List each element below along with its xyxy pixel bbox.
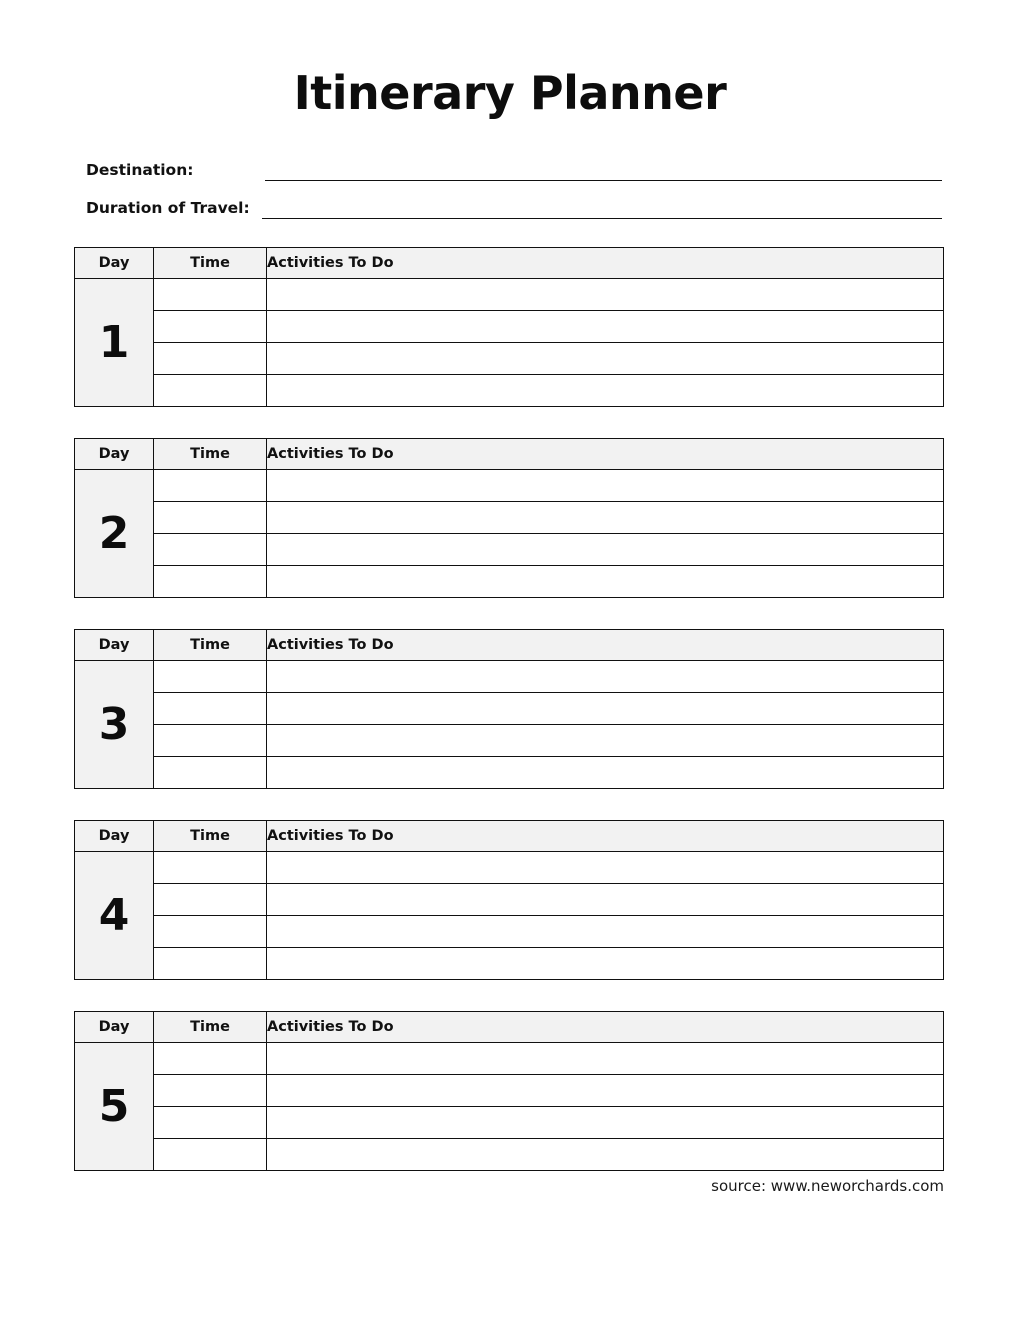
page-title: Itinerary Planner bbox=[293, 66, 727, 120]
day-table-5 bbox=[74, 1011, 944, 1171]
header-day: Day bbox=[75, 821, 154, 852]
table-row bbox=[75, 1075, 944, 1107]
time-cell[interactable] bbox=[154, 757, 267, 789]
header-activities: Activities To Do bbox=[267, 630, 944, 661]
header-activities: Activities To Do bbox=[267, 821, 944, 852]
destination-label: Destination: bbox=[86, 161, 194, 179]
header-day: Day bbox=[75, 248, 154, 279]
day-table-1 bbox=[74, 247, 944, 407]
table-row bbox=[75, 1043, 944, 1075]
day-table-3 bbox=[74, 629, 944, 789]
day-table-2 bbox=[74, 438, 944, 598]
table-row bbox=[75, 693, 944, 725]
table-row bbox=[75, 948, 944, 980]
day-number: 1 bbox=[75, 279, 154, 407]
header-day: Day bbox=[75, 630, 154, 661]
time-cell[interactable] bbox=[154, 1139, 267, 1171]
activity-cell[interactable] bbox=[267, 311, 944, 343]
table-header-row bbox=[75, 1012, 944, 1043]
activity-cell[interactable] bbox=[267, 693, 944, 725]
time-cell[interactable] bbox=[154, 1107, 267, 1139]
header-time: Time bbox=[154, 1012, 267, 1043]
activity-cell[interactable] bbox=[267, 375, 944, 407]
time-cell[interactable] bbox=[154, 725, 267, 757]
table-row bbox=[75, 916, 944, 948]
day-number: 5 bbox=[75, 1043, 154, 1171]
table-row bbox=[75, 279, 944, 311]
time-cell[interactable] bbox=[154, 661, 267, 693]
time-cell[interactable] bbox=[154, 279, 267, 311]
time-cell[interactable] bbox=[154, 884, 267, 916]
duration-field-row bbox=[86, 196, 942, 219]
header-day: Day bbox=[75, 439, 154, 470]
duration-label: Duration of Travel: bbox=[86, 199, 250, 217]
table-header-row bbox=[75, 821, 944, 852]
header-fields bbox=[0, 158, 1020, 219]
activity-cell[interactable] bbox=[267, 343, 944, 375]
time-cell[interactable] bbox=[154, 948, 267, 980]
activity-cell[interactable] bbox=[267, 884, 944, 916]
table-row bbox=[75, 470, 944, 502]
activity-cell[interactable] bbox=[267, 534, 944, 566]
table-row bbox=[75, 311, 944, 343]
activity-cell[interactable] bbox=[267, 852, 944, 884]
day-number: 2 bbox=[75, 470, 154, 598]
activity-cell[interactable] bbox=[267, 916, 944, 948]
time-cell[interactable] bbox=[154, 502, 267, 534]
table-header-row bbox=[75, 439, 944, 470]
header-time: Time bbox=[154, 248, 267, 279]
time-cell[interactable] bbox=[154, 311, 267, 343]
source-note: source: www.neworchards.com bbox=[711, 1177, 944, 1195]
time-cell[interactable] bbox=[154, 343, 267, 375]
header-time: Time bbox=[154, 821, 267, 852]
day-number: 4 bbox=[75, 852, 154, 980]
day-number: 3 bbox=[75, 661, 154, 789]
day-tables bbox=[0, 247, 1020, 1171]
header-activities: Activities To Do bbox=[267, 248, 944, 279]
table-row bbox=[75, 852, 944, 884]
activity-cell[interactable] bbox=[267, 1107, 944, 1139]
activity-cell[interactable] bbox=[267, 725, 944, 757]
activity-cell[interactable] bbox=[267, 502, 944, 534]
activity-cell[interactable] bbox=[267, 566, 944, 598]
destination-field-row bbox=[86, 158, 942, 181]
table-row bbox=[75, 502, 944, 534]
table-row bbox=[75, 1107, 944, 1139]
table-row bbox=[75, 725, 944, 757]
table-row bbox=[75, 566, 944, 598]
table-header-row bbox=[75, 248, 944, 279]
table-row bbox=[75, 1139, 944, 1171]
table-row bbox=[75, 534, 944, 566]
duration-input[interactable] bbox=[262, 196, 942, 219]
table-row bbox=[75, 343, 944, 375]
time-cell[interactable] bbox=[154, 693, 267, 725]
activity-cell[interactable] bbox=[267, 948, 944, 980]
activity-cell[interactable] bbox=[267, 470, 944, 502]
table-row bbox=[75, 375, 944, 407]
activity-cell[interactable] bbox=[267, 661, 944, 693]
day-table-4 bbox=[74, 820, 944, 980]
header-activities: Activities To Do bbox=[267, 439, 944, 470]
table-row bbox=[75, 757, 944, 789]
activity-cell[interactable] bbox=[267, 1043, 944, 1075]
table-row bbox=[75, 661, 944, 693]
time-cell[interactable] bbox=[154, 852, 267, 884]
destination-input[interactable] bbox=[265, 158, 942, 181]
header-day: Day bbox=[75, 1012, 154, 1043]
time-cell[interactable] bbox=[154, 375, 267, 407]
time-cell[interactable] bbox=[154, 470, 267, 502]
activity-cell[interactable] bbox=[267, 1075, 944, 1107]
time-cell[interactable] bbox=[154, 916, 267, 948]
time-cell[interactable] bbox=[154, 534, 267, 566]
header-activities: Activities To Do bbox=[267, 1012, 944, 1043]
header-time: Time bbox=[154, 630, 267, 661]
table-row bbox=[75, 884, 944, 916]
table-header-row bbox=[75, 630, 944, 661]
time-cell[interactable] bbox=[154, 1043, 267, 1075]
time-cell[interactable] bbox=[154, 566, 267, 598]
header-time: Time bbox=[154, 439, 267, 470]
activity-cell[interactable] bbox=[267, 757, 944, 789]
time-cell[interactable] bbox=[154, 1075, 267, 1107]
activity-cell[interactable] bbox=[267, 279, 944, 311]
activity-cell[interactable] bbox=[267, 1139, 944, 1171]
